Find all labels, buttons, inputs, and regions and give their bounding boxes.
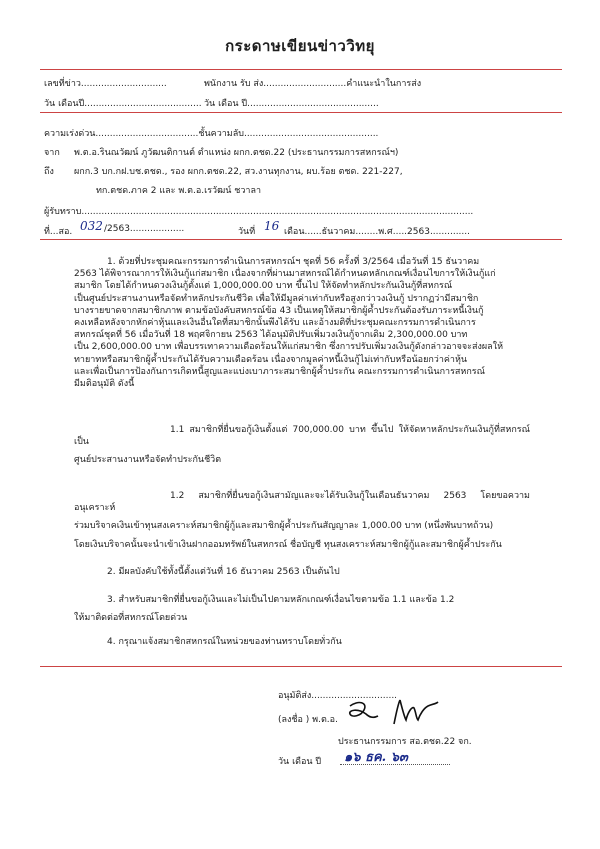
p11-line: ศูนย์ประสานงานหรือจัดทำประกันชีวิต <box>74 455 222 466</box>
ref-day-handwritten: 16 <box>264 219 280 233</box>
routing-rule <box>40 112 562 113</box>
document-title: กระดาษเขียนข่าววิทยุ <box>225 37 375 55</box>
handwritten-signature <box>344 694 454 728</box>
p1-line: สหกรณ์ชุดที่ 56 เมื่อวันที่ 18 พฤศจิกายน 2563 ได้อนุมัติปรับเพิ่มวงเงินกู้จากเดิม 2,300,000.00 บาท <box>74 330 468 341</box>
p3-line: 3. สำหรับสมาชิกที่ยื่นขอกู้เงินและไม่เป็นไปตามหลักเกณฑ์เงื่อนไขตามข้อ 1.1 และข้อ 1.2 <box>107 595 455 605</box>
p1-line: เป็น 2,600,000.00 บาท เพื่อบรรเทาความเดือดร้อนให้แก่สมาชิก ซึ่งการปรับเพิ่มวงเงินกู้ดังกล่าวอาจจะส่งผลให้ <box>74 342 504 353</box>
meta-rule <box>40 239 562 240</box>
p1-line: ทายาทหรือสมาชิกผู้ค้ำประกันได้รับความเดือดร้อน เนื่องจากมูลค่าหนี้เงินกู้ไม่เท่ากับหรือน้อยกว่าค่าหุ้น <box>74 354 468 365</box>
p12-line: ร่วมบริจาคเงินเข้าทุนสงเคราะห์สมาชิกผู้กู้และสมาชิกผู้ค้ำประกันสัญญาละ 1,000.00 บาท (หนึ่งพันบาทถ้วน) <box>74 521 494 532</box>
doc-number-field: เลขที่ข่าว.............................. <box>44 79 167 89</box>
body-rule <box>40 666 562 667</box>
to-text-1: ผกก.3 บก.กฝ.บช.ตชด., รอง ผกก.ตชด.22, สว.งานทุกงาน, ผบ.ร้อย ตชด. 221-227, <box>74 167 403 177</box>
p3-line: ให้มาติดต่อที่สหกรณ์โดยด่วน <box>74 613 188 624</box>
staff-field: พนักงาน รับ ส่ง.............................คำแนะนำในการส่ง <box>204 79 422 89</box>
p12-line: โดยเงินบริจาคนั้นจะนำเข้าเงินฝากออมทรัพย์ในสหกรณ์ ชื่อบัญชี ทุนสงเคราะห์สมาชิกผู้กู้และสมาชิกผู้ค้ำประกัน <box>74 539 502 550</box>
ref-year: /2563................... <box>104 224 185 234</box>
to-prefix: ถึง <box>44 167 54 177</box>
top-rule <box>40 69 562 70</box>
ref-number-handwritten: 032 <box>80 219 103 233</box>
signer-position: ประธานกรรมการ สอ.ตชด.22 จก. <box>338 737 472 747</box>
p1-line: มีมติอนุมัติ ดังนี้ <box>74 379 135 390</box>
p12-line: 1.2 สมาชิกที่ยื่นขอกู้เงินสามัญและจะได้รับเงินกู้ในเดือนธันวาคม 2563 โดยขอความอนุเคราะห์ <box>74 491 530 514</box>
cc-field: ผู้รับทราบ......................................................................................................................................... <box>44 207 474 217</box>
paragraph-3 <box>74 594 530 624</box>
approve-label: อนุมัติส่ง.............................. <box>278 691 398 701</box>
signature-date-underline <box>340 764 450 765</box>
ref-month: เดือน......ธันวาคม........พ.ศ.....2563.............. <box>284 227 471 237</box>
signature-date-handwritten: ๑๖ ธค. ๖๓ <box>344 750 408 765</box>
paragraph-1 <box>74 256 530 390</box>
ref-prefix: ที่...สอ. <box>44 227 73 237</box>
paragraph-1-2 <box>74 490 530 551</box>
from-text: พ.ต.อ.รินณวัฒน์ ภูวัฒนติกานต์ ตำแหน่ง ผกก.ตชด.22 (ประธานกรรมการสหกรณ์ฯ) <box>74 148 399 158</box>
p1-line: 1. ด้วยที่ประชุมคณะกรรมการดำเนินการสหกรณ์ฯ ชุดที่ 56 ครั้งที่ 3/2564 เมื่อวันที่ 15 ธันวาคม <box>107 257 480 267</box>
signature-date-label: วัน เดือน ปี <box>278 757 322 767</box>
date-field-2: วัน เดือน ปี.............................................. <box>204 99 379 109</box>
p1-line: และเพื่อเป็นการป้องกันการเกิดหนี้สูญและแบ่งเบาภาระสมาชิกผู้ค้ำประกัน คณะกรรมการดำเนินการสหกรณ์ <box>74 366 485 377</box>
sign-label: (ลงชื่อ ) พ.ต.อ. <box>278 715 338 725</box>
urgency-field: ความเร่งด่วน....................................ชั้นความลับ............................................... <box>44 129 379 139</box>
p1-line: บางรายขาดจากสมาชิกภาพ ตามข้อบังคับสหกรณ์ข้อ 43 เป็นเหตุให้สมาชิกผู้ค้ำประกันต้องรับภาระหนี้เงินกู้ <box>74 305 484 316</box>
p1-line: สมาชิก โดยได้กำหนดวงเงินกู้ตั้งแต่ 1,000,000.00 บาท ขึ้นไป ให้จัดทำหลักประกันเงินกู้ที่สหกรณ์ <box>74 281 453 292</box>
ref-day-label: วันที่ <box>238 227 256 237</box>
p11-line: 1.1 สมาชิกที่ยื่นขอกู้เงินตั้งแต่ 700,000.00 บาท ขึ้นไป ให้จัดหาหลักประกันเงินกู้ที่สหกรณ์เป็น <box>74 425 530 448</box>
date-field: วัน เดือนปี......................................... <box>44 99 202 109</box>
from-prefix: จาก <box>44 148 60 158</box>
paragraph-2: 2. มีผลบังคับใช้ทั้งนี้ตั้งแต่วันที่ 16 ธันวาคม 2563 เป็นต้นไป <box>107 567 340 577</box>
p1-line: เป็นศูนย์ประสานงานหรือจัดทำหลักประกันชีวิต เพื่อให้มีมูลค่าเท่ากับหรือสูงกว่าวงเงินกู้ ปรากฏว่ามีสมาชิก <box>74 293 479 304</box>
to-text-2: ทก.ตชด.ภาค 2 และ พ.ต.อ.เรวัฒน์ ชวาลา <box>96 186 262 196</box>
paragraph-1-1 <box>74 424 530 467</box>
paragraph-4: 4. กรุณาแจ้งสมาชิกสหกรณ์ในหน่วยของท่านทราบโดยทั่วกัน <box>107 637 342 647</box>
p1-line: คงเหลือหลังจากหักค่าหุ้นและเงินอื่นใดที่สมาชิกนั้นพึงได้รับ และอ้างมติที่ประชุมคณะกรรมการดำเนินการ <box>74 318 476 329</box>
p1-line: 2563 ได้พิจารณาการให้เงินกู้แก่สมาชิก เนื่องจากที่ผ่านมาสหกรณ์ได้กำหนดหลักเกณฑ์เงื่อนไขการให้เงินกู้แก่ <box>74 269 496 280</box>
